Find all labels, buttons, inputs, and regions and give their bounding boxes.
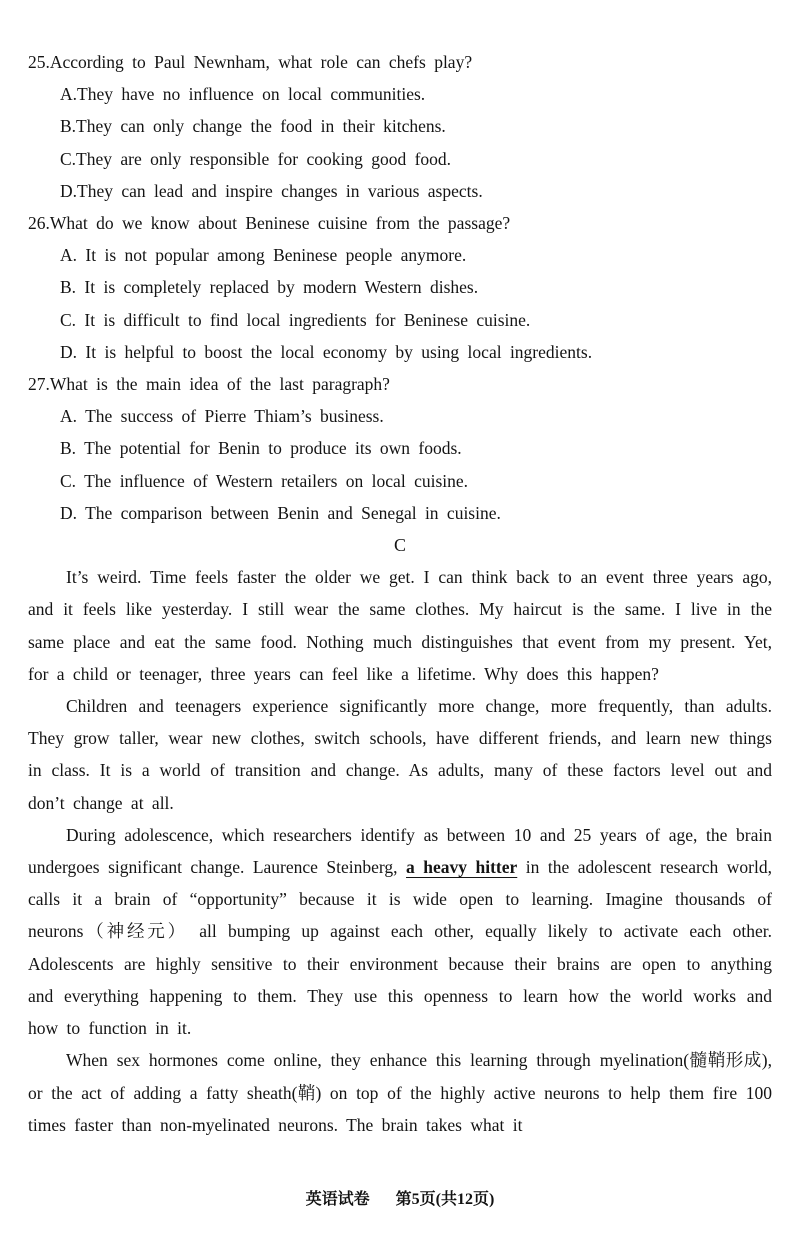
question-27-option-a: A. The success of Pierre Thiam’s business. [60,406,384,427]
question-25 [28,46,772,207]
paragraph-3-text-post: in the adolescent research world, calls it a brain of “opportunity” because it is wide open to learning. Imagine thousands of neurons（神经元） all bumping up against each other, equally likely to activate each other. Adolescents are highly sensitive to their environment because their brains are open to anything and everything happening to them. They use this openness to learn how the world works and how to function in it. [28,857,772,1039]
question-27-stem: 27.What is the main idea of the last paragraph? [28,374,390,395]
question-26-option-c: C. It is difficult to find local ingredients for Beninese cuisine. [60,309,531,330]
passage-paragraph-2: Children and teenagers experience significantly more change, more frequently, than adults. They grow taller, wear new clothes, switch schools, have different friends, and learn new things in class. It is a world of transition and change. As adults, many of these factors level out and don’t change at all. [28,696,772,813]
passage-paragraph-3 [28,819,772,1044]
question-27-option-d: D. The comparison between Benin and Senegal in cuisine. [60,502,501,523]
question-25-stem: 25.According to Paul Newnham, what role can chefs play? [28,52,473,72]
question-27-options [28,400,772,529]
passage-section-c-header: C [393,535,406,556]
question-27 [28,368,772,529]
question-26-stem: 26.What do we know about Beninese cuisine from the passage? [28,213,511,234]
paragraph-3-text-pre: During adolescence, which researchers identify as between 10 and 25 years of age, the brain undergoes significant change. Laurence Steinberg, [28,824,772,878]
question-26-option-b: B. It is completely replaced by modern Western dishes. [60,277,479,298]
question-27-option-c: C. The influence of Western retailers on local cuisine. [60,470,469,491]
question-25-option-d: D.They can lead and inspire changes in various aspects. [60,180,483,201]
footer-paper-title: 英语试卷 [305,1191,370,1208]
page-footer [0,1188,800,1212]
question-25-option-a: A.They have no influence on local communities. [60,84,426,105]
question-26-option-a: A. It is not popular among Beninese people anymore. [60,245,467,266]
question-26 [28,207,772,368]
footer-page-number: 第5页(共12页) [395,1191,495,1208]
question-26-options [28,239,772,368]
question-27-option-b: B. The potential for Benin to produce its own foods. [60,438,462,459]
passage-paragraph-1: It’s weird. Time feels faster the older we get. I can think back to an event three years ago, and it feels like yesterday. I still wear the same clothes. My haircut is the same. I live in the same place and eat the same food. Nothing much distinguishes that event from my present. Yet, for a child or teenager, three years can feel like a lifetime. Why does this happen? [28,567,772,684]
question-26-option-d: D. It is helpful to boost the local economy by using local ingredients. [60,341,593,362]
question-25-option-b: B.They can only change the food in their kitchens. [60,116,446,137]
underlined-phrase-a-heavy-hitter: a heavy hitter [406,857,518,878]
question-25-options [28,78,772,207]
passage-paragraph-4: When sex hormones come online, they enhance this learning through myelination(髓鞘形成), or the act of adding a fatty sheath(鞘) on top of the highly active neurons to help them fire 100 times faster than non-myelinated neurons. The brain takes what it [28,1050,772,1135]
question-25-option-c: C.They are only responsible for cooking good food. [60,148,452,169]
